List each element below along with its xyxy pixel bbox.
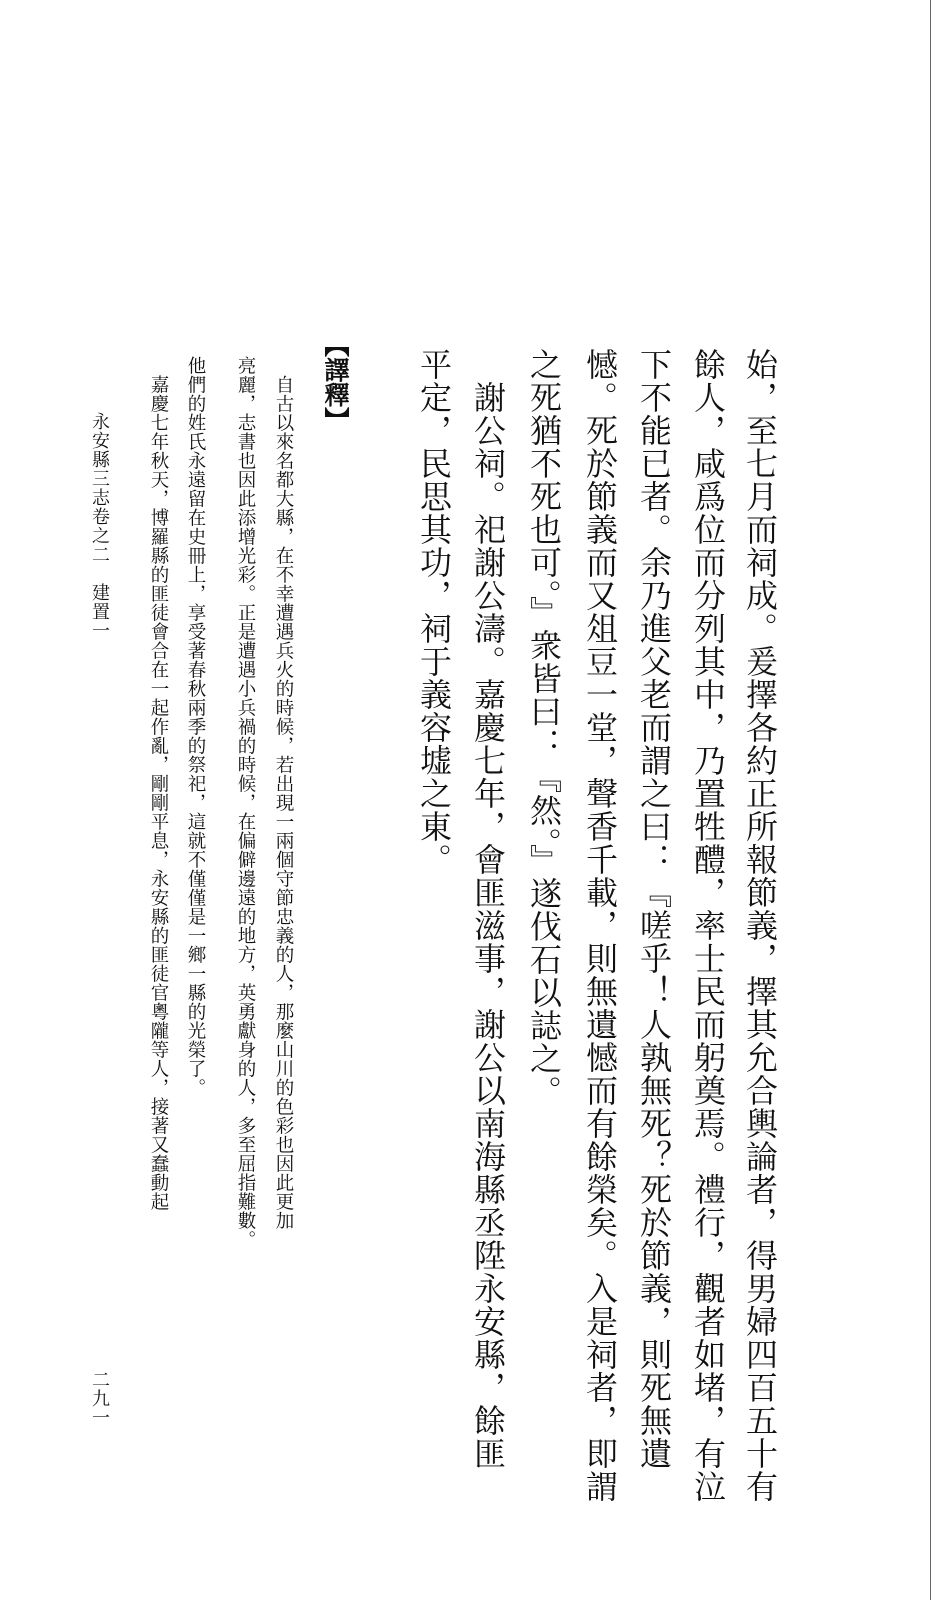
- page-edge: [930, 0, 945, 1600]
- translation-line-3: 他們的姓氏永遠留在史冊上，享受著春秋兩季的祭祀，這就不僅僅是一鄉一縣的光榮了。: [185, 356, 206, 1097]
- main-text-line-3: 下不能已者。余乃進父老而謂之曰：『嗟乎！人孰無死？死於節義，則死無遺: [635, 348, 673, 1470]
- book-title: 永安縣三志卷之二 建置一: [89, 412, 110, 640]
- translation-heading: 【譯釋】: [321, 332, 350, 432]
- page-number: 二九一: [89, 1370, 110, 1427]
- translation-line-4: 嘉慶七年秋天，博羅縣的匪徒會合在一起作亂，剛剛平息，永安縣的匪徒官粵隴等人，接著又蠢動起: [148, 356, 169, 1211]
- main-text-line-6: 謝公祠。祀謝公濤。嘉慶七年，會匪滋事，謝公以南海縣丞陞永安縣，餘匪: [469, 348, 507, 1470]
- main-text-line-1: 始，至七月而祠成。爰擇各約正所報節義，擇其允合輿論者，得男婦四百五十有: [741, 348, 779, 1503]
- main-text-line-5: 之死猶不死也可。』衆皆曰：『然。』遂伐石以誌之。: [525, 348, 563, 1108]
- main-text-line-2: 餘人，咸爲位而分列其中，乃置牲醴，率士民而躬奠焉。禮行，觀者如堵，有泣: [689, 348, 727, 1503]
- main-text-line-4: 憾。死於節義而又俎豆一堂，聲香千載，則無遺憾而有餘榮矣。入是祠者，即謂: [581, 348, 619, 1503]
- translation-line-2: 亮麗，志書也因此添增光彩。正是遭遇小兵禍的時候，在偏僻邊遠的地方，英勇獻身的人，多至屈指難數。: [235, 356, 256, 1249]
- translation-line-1: 自古以來名都大縣，在不幸遭遇兵火的時候，若出現一兩個守節忠義的人，那麼山川的色彩也因此更加: [273, 356, 294, 1230]
- main-text-line-7: 平定，民思其功，祠于義容墟之東。: [415, 348, 453, 876]
